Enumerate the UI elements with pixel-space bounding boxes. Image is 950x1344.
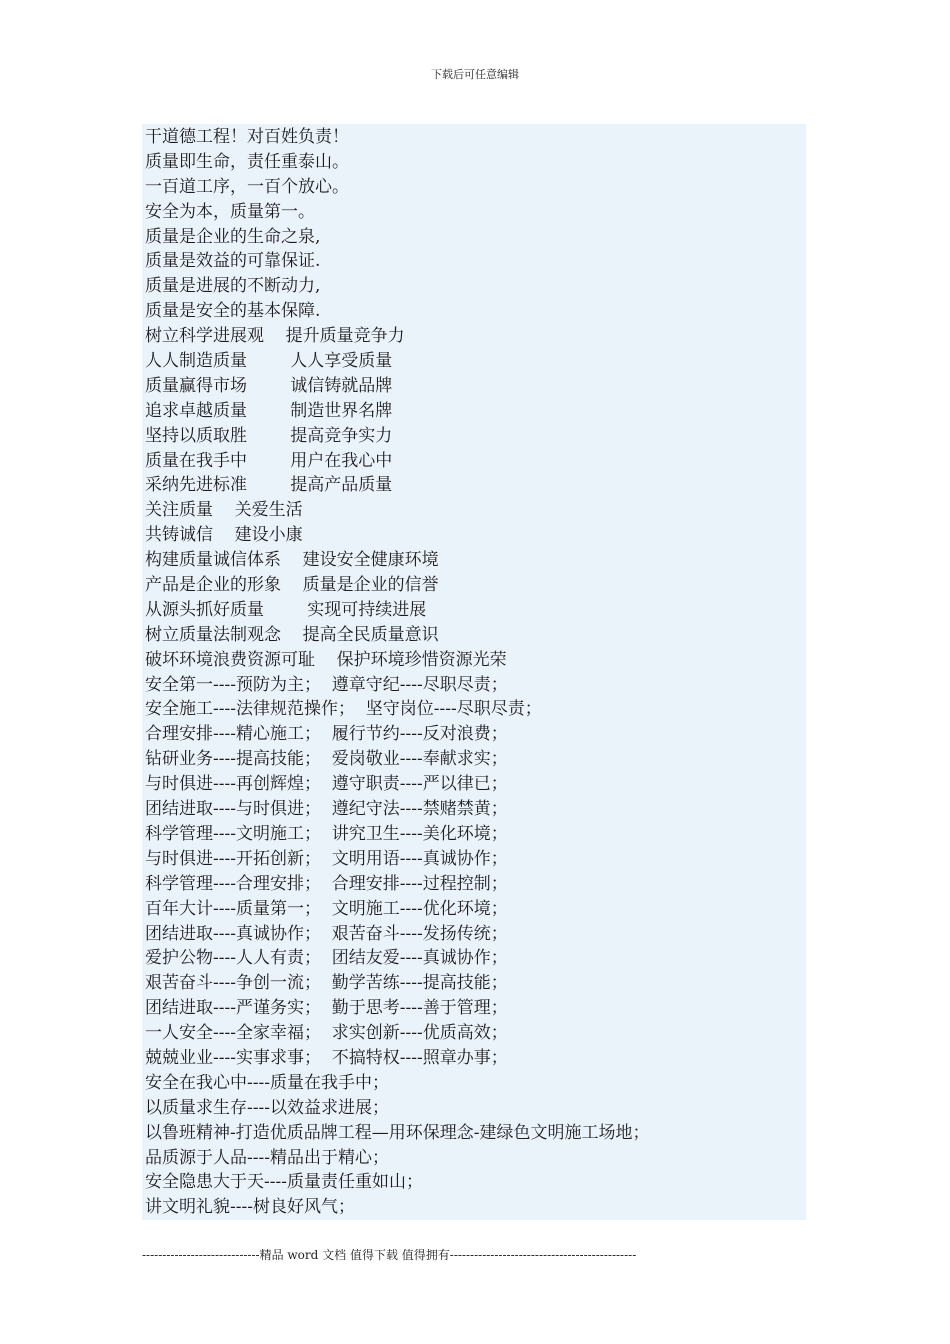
slogan-line: 科学管理----文明施工； 讲究卫生----美化环境； (145, 823, 508, 844)
slogan-line: 共铸诚信 建设小康 (145, 525, 303, 546)
slogan-line: 破坏环境浪费资源可耻 保护环境珍惜资源光荣 (145, 649, 507, 670)
slogan-line: 与时俱进----开拓创新； 文明用语----真诚协作； (145, 848, 508, 869)
slogan-line: 人人制造质量 人人享受质量 (145, 351, 393, 372)
slogan-line: 一百道工序，一百个放心。 (145, 176, 349, 197)
slogan-list (142, 124, 806, 1220)
slogan-line: 从源头抓好质量 实现可持续进展 (145, 599, 427, 620)
slogan-line: 安全施工----法律规范操作； 坚守岗位----尽职尽责； (145, 699, 542, 720)
slogan-line: 安全第一----预防为主； 遵章守纪----尽职尽责； (145, 674, 508, 695)
slogan-line: 合理安排----精心施工； 履行节约----反对浪费； (145, 724, 508, 745)
slogan-line: 质量是进展的不断动力, (145, 276, 321, 297)
slogan-line: 艰苦奋斗----争创一流； 勤学苦练----提高技能； (145, 973, 508, 994)
slogan-line: 团结进取----真诚协作； 艰苦奋斗----发扬传统； (145, 923, 508, 944)
slogan-line: 质量在我手中 用户在我心中 (145, 450, 393, 471)
slogan-line: 质量即生命，责任重泰山。 (145, 151, 349, 172)
slogan-line: 钻研业务----提高技能； 爱岗敬业----奉献求实； (145, 749, 508, 770)
slogan-line: 采纳先进标准 提高产品质量 (145, 475, 393, 496)
slogan-line: 一人安全----全家幸福； 求实创新----优质高效； (145, 1023, 508, 1044)
slogan-line: 质量是效益的可靠保证. (145, 251, 321, 272)
slogan-line: 产品是企业的形象 质量是企业的信誉 (145, 575, 439, 596)
slogan-line: 以鲁班精神-打造优质品牌工程—用环保理念-建绿色文明施工场地； (145, 1122, 650, 1143)
slogan-line: 树立质量法制观念 提高全民质量意识 (145, 624, 439, 645)
slogan-line: 安全隐患大于天----质量责任重如山； (145, 1172, 423, 1193)
slogan-line: 团结进取----严谨务实； 勤于思考----善于管理； (145, 998, 508, 1019)
slogan-line: 质量赢得市场 诚信铸就品牌 (145, 375, 393, 396)
slogan-line: 科学管理----合理安排； 合理安排----过程控制； (145, 873, 508, 894)
slogan-line: 追求卓越质量 制造世界名牌 (145, 400, 393, 421)
page-footer: -----------------------------精品 word 文档 值得下载 值得拥有---------------------------------------------- (142, 1248, 637, 1262)
slogan-line: 百年大计----质量第一； 文明施工----优化环境； (145, 898, 508, 919)
slogan-line: 干道德工程！对百姓负责！ (145, 127, 349, 147)
slogan-line: 安全为本，质量第一。 (145, 201, 315, 222)
slogan-line: 树立科学进展观 提升质量竞争力 (145, 326, 405, 347)
slogan-line: 质量是安全的基本保障. (145, 301, 321, 322)
slogan-line: 团结进取----与时俱进； 遵纪守法----禁赌禁黄； (145, 799, 508, 820)
slogan-line: 爱护公物----人人有责； 团结友爱----真诚协作； (145, 948, 508, 969)
slogan-line: 质量是企业的生命之泉, (145, 226, 321, 247)
slogan-line: 安全在我心中----质量在我手中； (145, 1072, 389, 1093)
slogan-line: 坚持以质取胜 提高竞争实力 (145, 425, 393, 446)
slogan-line: 与时俱进----再创辉煌； 遵守职责----严以律已； (145, 774, 508, 795)
slogan-line: 以质量求生存----以效益求进展； (145, 1097, 389, 1118)
slogan-line: 关注质量 关爱生活 (145, 500, 303, 521)
slogan-line: 构建质量诚信体系 建设安全健康环境 (145, 550, 439, 571)
slogan-line: 兢兢业业----实事求事； 不搞特权----照章办事； (145, 1047, 508, 1068)
slogan-line: 品质源于人品----精品出于精心； (145, 1147, 389, 1168)
page-header: 下载后可任意编辑 (431, 68, 519, 81)
slogan-line: 讲文明礼貌----树良好风气； (145, 1197, 355, 1218)
